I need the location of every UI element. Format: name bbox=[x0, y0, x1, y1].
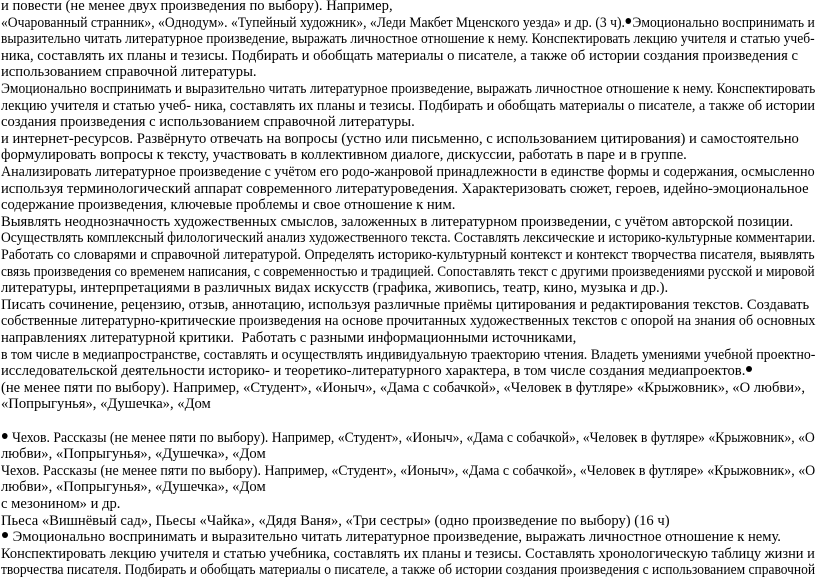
line-text-after-bullet: Эмоционально воспринимать и bbox=[632, 14, 815, 31]
line-text: формулировать вопросы к тексту, участвовать в коллективном диалоге, дискуссии, работать в паре и в группе. bbox=[1, 147, 687, 164]
text-line bbox=[1, 395, 211, 413]
line-text: Пьеса «Вишнёвый сад», Пьесы «Чайка», «Дядя Ваня», «Три сестры» (одно произведение по выбору) (16 ч) bbox=[1, 512, 670, 529]
text-line bbox=[1, 229, 815, 247]
text-line bbox=[1, 146, 687, 164]
line-text: Конспектировать лекцию учителя и статью учебника, составлять их планы и тезисы. Составлять хронологическую таблицу жизни и bbox=[1, 545, 815, 562]
text-line bbox=[1, 462, 815, 480]
bullet-icon bbox=[626, 18, 632, 24]
bullet-icon bbox=[2, 433, 8, 439]
line-text: направлениях литературной критики. Работать с разными информационными источниками, bbox=[1, 330, 577, 346]
text-line bbox=[1, 362, 753, 380]
text-line bbox=[1, 279, 668, 297]
text-line bbox=[1, 478, 266, 496]
text-line bbox=[1, 561, 815, 579]
text-line bbox=[1, 246, 815, 264]
line-text: Работать со словарями и справочной литературой. Определять историко-культурный контекст и контекст творчества писателя, выявлять bbox=[1, 247, 815, 263]
text-line bbox=[1, 512, 670, 530]
line-text: «Очарованный странник», «Однодум». «Тупейный художник», «Леди Макбет Мценского уезда» и др. (3 ч). bbox=[1, 14, 625, 31]
line-text: литературы, интерпретациями в различных видах искусств (графика, живопись, театр, кино, музыка и др.). bbox=[1, 280, 669, 297]
text-line bbox=[1, 213, 793, 231]
line-text: (не менее пяти по выбору). Например, «Студент», «Ионыч», «Дама с собачкой», «Человек в футляре» «Крыжовник», «О любви», bbox=[1, 379, 806, 396]
line-text: «Попрыгунья», «Душечка», «Дом bbox=[1, 396, 211, 413]
text-line bbox=[1, 30, 815, 48]
line-text: и интернет-ресурсов. Развёрнуто отвечать на вопросы (устно или письменно, с использованием цитирования) и самостоятельно bbox=[1, 130, 799, 147]
line-text: собственные литературно-критические произведения на основе прочитанных художественных текстов с опорой на знания об основных bbox=[1, 313, 816, 330]
line-text: использованием справочной литературы. bbox=[1, 64, 257, 81]
line-text: Анализировать литературное произведение с учётом его родо-жанровой принадлежности в единстве формы и содержания, осмысленно bbox=[1, 164, 815, 180]
line-text: творчества писателя. Подбирать и обобщать материалы о писателе, а также об истории создания произведения с использованием справочной bbox=[1, 562, 816, 579]
text-line bbox=[1, 80, 815, 98]
line-text: Эмоционально воспринимать и выразительно читать литературное произведение, выражать личностное отношение к нему. Конспектировать bbox=[1, 81, 816, 97]
line-text: Чехов. Рассказы (не менее пяти по выбору). Например, «Студент», «Ионыч», «Дама с собачкой», «Человек в футляре» «Крыжовник», «О bbox=[8, 429, 815, 446]
text-line bbox=[1, 429, 815, 447]
bullet-icon bbox=[746, 366, 752, 372]
text-line bbox=[1, 329, 576, 347]
line-text: связь произведения со временем написания, с современностью и традицией. Сопоставлять текст с другими произведениями русской и мировой bbox=[1, 263, 815, 280]
text-line bbox=[1, 379, 805, 397]
text-line bbox=[1, 180, 809, 198]
line-text: содержание произведения, ключевые проблемы и свое отношение к ним. bbox=[1, 197, 456, 214]
text-line bbox=[1, 196, 455, 214]
text-line bbox=[1, 312, 815, 330]
line-text: выразительно читать литературное произведение, выражать личностное отношение к нему. Конспектировать лекцию учителя и статью учеб- bbox=[1, 31, 815, 48]
text-line bbox=[1, 296, 809, 314]
bullet-icon bbox=[2, 532, 8, 538]
line-text: Осуществлять комплексный филологический анализ художественного текста. Составлять лексические и историко-культурные комментарии. bbox=[1, 230, 816, 247]
line-text: используя терминологический аппарат современного литературоведения. Характеризовать сюжет, героев, идейно-эмоциональное bbox=[1, 180, 809, 197]
line-text: в том числе в медиапространстве, составлять и осуществлять индивидуальную траекторию чтения. Владеть умениями учебной проектно- bbox=[1, 346, 816, 363]
line-text: Писать сочинение, рецензию, отзыв, аннотацию, используя различные приёмы цитирования и редактирования текстов. Создавать bbox=[1, 296, 810, 313]
line-text: Выявлять неоднозначность художественных смыслов, заложенных в литературном произведении, с учётом авторской позиции. bbox=[1, 213, 794, 230]
line-text: лекцию учителя и статью учеб- ника, составлять их планы и тезисы. Подбирать и обобщать материалы о писателе, а также об истории bbox=[1, 97, 815, 114]
text-line bbox=[1, 528, 781, 546]
text-line bbox=[1, 545, 815, 563]
text-line bbox=[1, 14, 815, 32]
line-text: Чехов. Рассказы (не менее пяти по выбору). Например, «Студент», «Ионыч», «Дама с собачкой», «Человек в футляре» «Крыжовник», «О bbox=[1, 462, 816, 479]
line-text: создания произведения с использованием справочной литературы. bbox=[1, 114, 415, 131]
text-line bbox=[1, 130, 799, 148]
text-line bbox=[1, 263, 815, 281]
text-line bbox=[1, 445, 266, 463]
line-text: с мезонином» и др. bbox=[1, 496, 121, 512]
line-text: ника, составлять их планы и тезисы. Подбирать и обобщать материалы о писателе, а также об истории создания произведения с bbox=[1, 47, 798, 64]
text-line bbox=[1, 346, 815, 364]
line-text: исследовательской деятельности историко- и теоретико-литературного характера, в том числе создания медиапроектов. bbox=[1, 363, 746, 380]
line-text: любви», «Попрыгунья», «Душечка», «Дом bbox=[1, 479, 266, 496]
line-text: любви», «Попрыгунья», «Душечка», «Дом bbox=[1, 446, 266, 463]
line-text: Эмоционально воспринимать и выразительно читать литературное произведение, выражать личностное отношение к нему. bbox=[9, 529, 781, 546]
text-line bbox=[1, 47, 798, 65]
text-line bbox=[1, 113, 415, 131]
text-line bbox=[1, 163, 815, 181]
text-line bbox=[1, 97, 815, 115]
line-text: и повести (не менее двух произведения по выбору). Например, bbox=[1, 0, 393, 14]
text-line bbox=[1, 495, 120, 513]
text-line bbox=[1, 63, 257, 81]
